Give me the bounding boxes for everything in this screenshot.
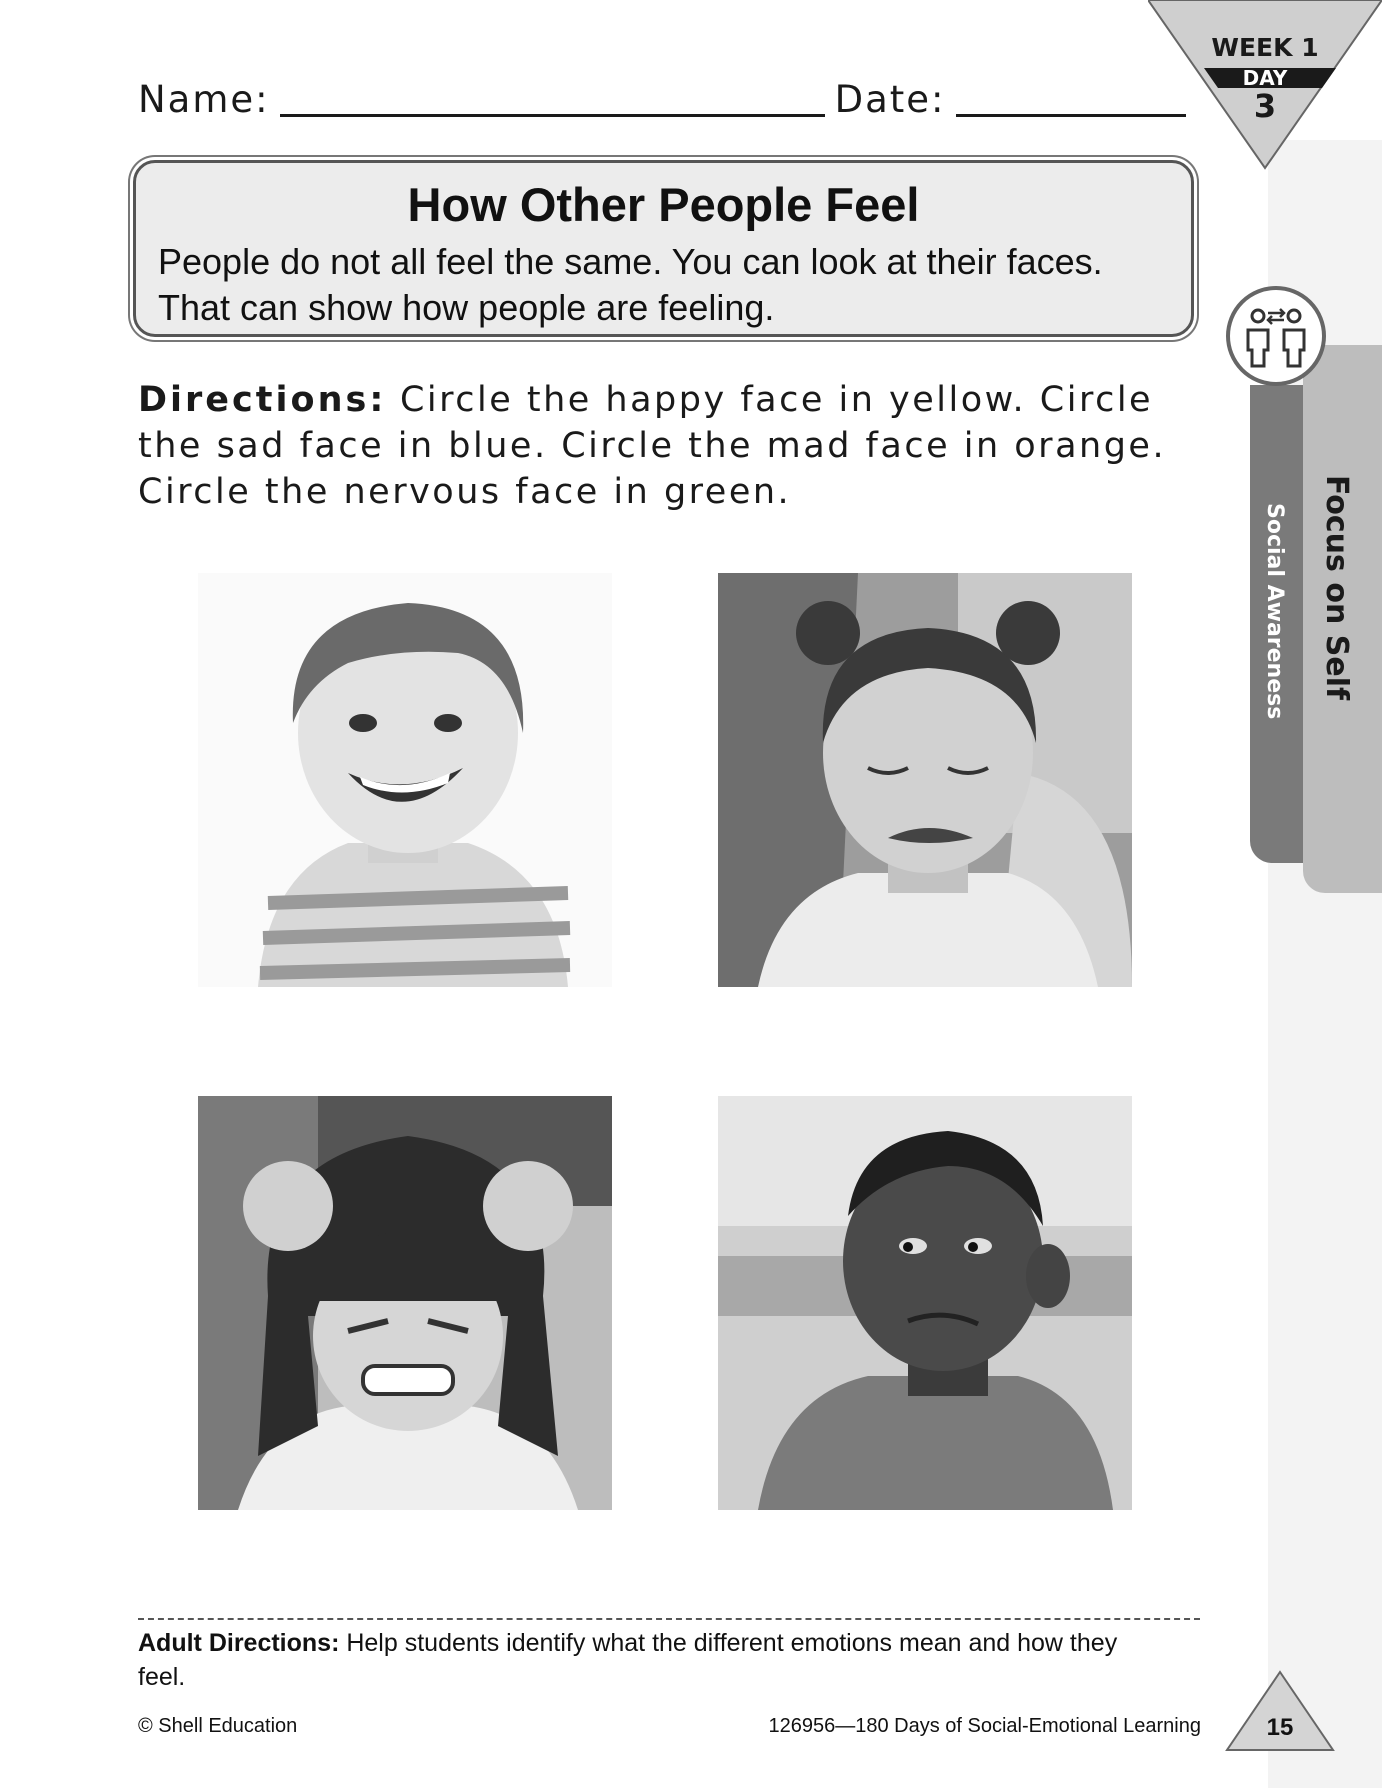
- mad-face-photo[interactable]: [198, 1096, 612, 1510]
- title-box: [133, 160, 1194, 337]
- page-title: How Other People Feel: [407, 178, 920, 231]
- intro-text: People do not all feel the same. You can look at their faces. That can show how people are feeling.: [158, 241, 1103, 328]
- nervous-face-photo[interactable]: [718, 1096, 1132, 1510]
- focus-label: Focus on Self: [1319, 475, 1354, 701]
- name-label: Name:: [138, 78, 270, 121]
- page-number: 15: [1266, 1714, 1294, 1741]
- date-field[interactable]: [956, 78, 1186, 117]
- topic-tab: [1250, 385, 1303, 863]
- week-label: WEEK 1: [1211, 33, 1319, 62]
- day-label: DAY: [1242, 66, 1288, 90]
- copyright: © Shell Education: [138, 1715, 298, 1737]
- directions: [138, 377, 1188, 515]
- date-label: Date:: [834, 78, 946, 121]
- happy-face-photo[interactable]: [198, 573, 612, 987]
- focus-tab: [1303, 345, 1382, 893]
- name-field[interactable]: [280, 78, 825, 117]
- dashed-separator: [138, 1618, 1200, 1620]
- adult-directions-label: Adult Directions:: [138, 1629, 340, 1657]
- page-number-badge: [1225, 1670, 1335, 1752]
- directions-label: Directions:: [138, 380, 387, 420]
- directions-text: Circle the happy face in yellow. Circle the sad face in blue. Circle the mad face in orange. Circle the nervous face in green.: [138, 380, 1167, 512]
- topic-label: Social Awareness: [1262, 503, 1287, 720]
- sad-face-photo[interactable]: [718, 573, 1132, 987]
- adult-directions: [138, 1626, 1138, 1694]
- book-title: 126956—180 Days of Social-Emotional Learning: [768, 1715, 1201, 1737]
- two-people-exchange-icon: [1226, 286, 1326, 386]
- name-date-row: [138, 78, 1186, 121]
- day-number: 3: [1253, 87, 1277, 125]
- adult-directions-text: Help students identify what the different emotions mean and how they feel.: [138, 1629, 1118, 1691]
